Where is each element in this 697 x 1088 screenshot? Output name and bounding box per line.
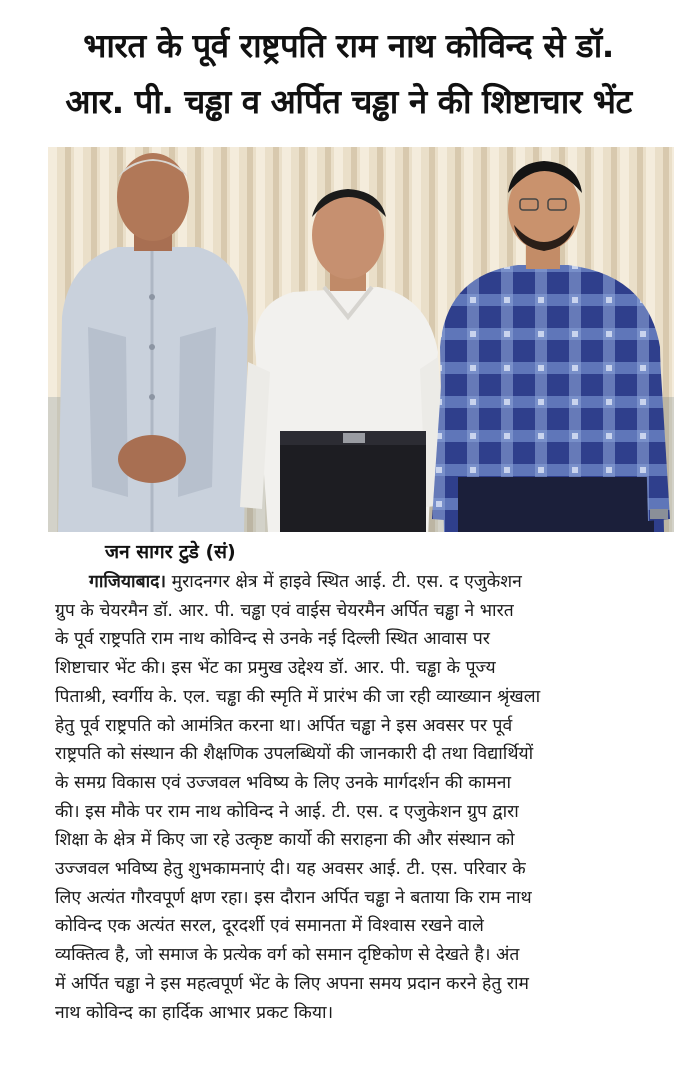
article-line: उज्जवल भविष्य हेतु शुभकामनाएं दी। यह अवसर आई. टी. एस. परिवार के <box>55 859 526 880</box>
article-line: हेतु पूर्व राष्ट्रपति को आमंत्रित करना था। अर्पित चड्ढा ने इस अवसर पर पूर्व <box>55 715 513 736</box>
byline: जन सागर टुडे (सं) <box>105 541 236 563</box>
news-photo <box>48 147 674 532</box>
article-line: नाथ कोविन्द का हार्दिक आभार प्रकट किया। <box>55 1002 334 1023</box>
article-line: कोविन्द एक अत्यंत सरल, दूरदर्शी एवं समानता में विश्वास रखने वाले <box>55 916 484 937</box>
article-line: शिष्टाचार भेंट की। इस भेंट का प्रमुख उद्देश्य डॉ. आर. पी. चड्ढा के पूज्य <box>55 658 496 679</box>
headline-line-1: भारत के पूर्व राष्ट्रपति राम नाथ कोविन्द से डॉ. <box>83 26 614 65</box>
article-line: पिताश्री, स्वर्गीय के. एल. चड्ढा की स्मृति में प्रारंभ की जा रही व्याख्यान श्रृंखला <box>55 686 541 707</box>
article-line: ग्रुप के चेयरमैन डॉ. आर. पी. चड्ढा एवं वाईस चेयरमैन अर्पित चड्ढा ने भारत <box>55 600 514 621</box>
article-line: व्यक्तित्व है, जो समाज के प्रत्येक वर्ग को समान दृष्टिकोण से देखते है। अंत <box>55 945 520 966</box>
headline <box>0 18 697 130</box>
article-line: राष्ट्रपति को संस्थान की शैक्षणिक उपलब्धियों की जानकारी दी तथा विद्यार्थियों <box>55 744 534 765</box>
article-line: शिक्षा के क्षेत्र में किए जा रहे उत्कृष्ट कार्यो की सराहना की और संस्थान को <box>55 830 515 851</box>
headline-line-2: आर. पी. चड्ढा व अर्पित चड्ढा ने की शिष्टाचार भेंट <box>65 82 632 121</box>
article-line: की। इस मौके पर राम नाथ कोविन्द ने आई. टी. एस. द एजुकेशन ग्रुप द्वारा <box>55 801 519 822</box>
article-body <box>55 568 675 1027</box>
article-line: के पूर्व राष्ट्रपति राम नाथ कोविन्द से उनके नई दिल्ली स्थित आवास पर <box>55 629 490 650</box>
article-line: के समग्र विकास एवं उज्जवल भविष्य के लिए उनके मार्गदर्शन की कामना <box>55 772 512 793</box>
news-photo-illustration <box>48 147 674 532</box>
article-line: में अर्पित चड्ढा ने इस महत्वपूर्ण भेंट के लिए अपना समय प्रदान करने हेतु राम <box>55 973 530 994</box>
article-line: गाजियाबाद। मुरादनगर क्षेत्र में हाइवे स्थित आई. टी. एस. द एजुकेशन <box>89 572 522 592</box>
article-line: लिए अत्यंत गौरवपूर्ण क्षण रहा। इस दौरान अर्पित चड्ढा ने बताया कि राम नाथ <box>55 887 532 908</box>
dateline: गाजियाबाद। <box>89 572 167 592</box>
